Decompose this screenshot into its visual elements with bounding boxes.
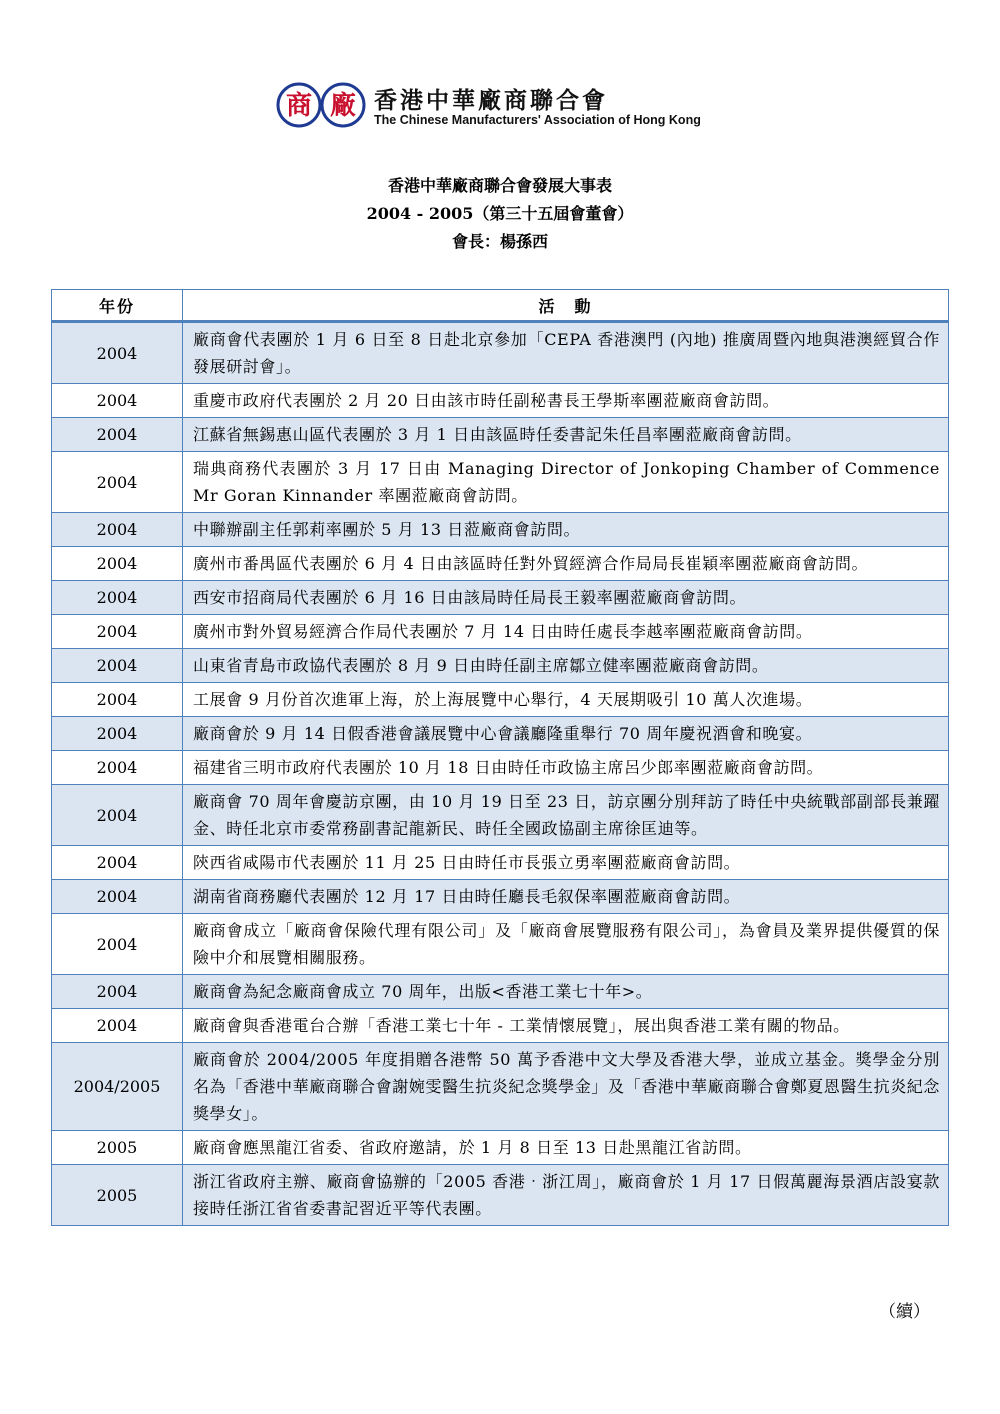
- row-activity: 廠商會代表團於 1 月 6 日至 8 日赴北京參加「CEPA 香港澳門 (內地) 推廣周暨內地與港澳經貿合作發展研討會」。: [183, 322, 949, 384]
- table-header-row: [52, 290, 949, 322]
- row-year: 2004/2005: [52, 1043, 183, 1131]
- row-activity: 廠商會於 9 月 14 日假香港會議展覽中心會議廳隆重舉行 70 周年慶祝酒會和晚宴。: [183, 717, 949, 751]
- table-row: [52, 547, 949, 581]
- table-row: [52, 1131, 949, 1165]
- continued-note: （續）: [879, 1302, 930, 1322]
- events-table: [51, 289, 949, 1226]
- row-activity: 廠商會與香港電台合辦「香港工業七十年 - 工業情懷展覽」，展出與香港工業有關的物品。: [183, 1009, 949, 1043]
- row-activity: 廣州市番禺區代表團於 6 月 4 日由該區時任對外貿經濟合作局局長崔穎率團蒞廠商會訪問。: [183, 547, 949, 581]
- row-year: 2004: [52, 547, 183, 581]
- table-row: [52, 1165, 949, 1226]
- row-activity: 廠商會應黑龍江省委、省政府邀請，於 1 月 8 日至 13 日赴黑龍江省訪問。: [183, 1131, 949, 1165]
- row-activity: 廣州市對外貿易經濟合作局代表團於 7 月 14 日由時任處長李越率團蒞廠商會訪問。: [183, 615, 949, 649]
- row-year: 2004: [52, 513, 183, 547]
- table-row: [52, 717, 949, 751]
- svg-text:商: 商: [285, 91, 313, 121]
- table-row: [52, 418, 949, 452]
- header-activity: 活 動: [183, 290, 949, 322]
- row-activity: 浙江省政府主辦、廠商會協辦的「2005 香港‧浙江周」，廠商會於 1 月 17 日假萬麗海景酒店設宴款接時任浙江省省委書記習近平等代表團。: [183, 1165, 949, 1226]
- table-row: [52, 880, 949, 914]
- row-activity: 重慶市政府代表團於 2 月 20 日由該市時任副秘書長王學斯率團蒞廠商會訪問。: [183, 384, 949, 418]
- row-year: 2004: [52, 880, 183, 914]
- row-year: 2004: [52, 581, 183, 615]
- row-year: 2004: [52, 683, 183, 717]
- table-row: [52, 452, 949, 513]
- row-activity: 福建省三明市政府代表團於 10 月 18 日由時任市政協主席呂少郎率團蒞廠商會訪問。: [183, 751, 949, 785]
- document-subtitle: 2004 - 2005（第三十五屆會董會）: [366, 204, 634, 223]
- row-activity: 山東省青島市政協代表團於 8 月 9 日由時任副主席鄒立健率團蒞廠商會訪問。: [183, 649, 949, 683]
- row-year: 2004: [52, 384, 183, 418]
- row-year: 2005: [52, 1165, 183, 1226]
- row-year: 2004: [52, 975, 183, 1009]
- row-activity: 湖南省商務廳代表團於 12 月 17 日由時任廳長毛叙保率團蒞廠商會訪問。: [183, 880, 949, 914]
- row-year: 2004: [52, 751, 183, 785]
- table-row: [52, 322, 949, 384]
- table-row: [52, 1009, 949, 1043]
- table-row: [52, 975, 949, 1009]
- row-year: 2004: [52, 615, 183, 649]
- cma-emblem-icon: [276, 82, 368, 128]
- row-activity: 陝西省咸陽市代表團於 11 月 25 日由時任市長張立勇率團蒞廠商會訪問。: [183, 846, 949, 880]
- table-row: [52, 649, 949, 683]
- row-year: 2004: [52, 452, 183, 513]
- row-activity: 江蘇省無錫惠山區代表團於 3 月 1 日由該區時任委書記朱任昌率團蒞廠商會訪問。: [183, 418, 949, 452]
- row-year: 2004: [52, 418, 183, 452]
- logo-name-chinese: 香港中華廠商聯合會: [374, 88, 608, 114]
- row-year: 2004: [52, 785, 183, 846]
- svg-text:廠: 廠: [329, 91, 357, 121]
- table-row: [52, 581, 949, 615]
- row-activity: 瑞典商務代表團於 3 月 17 日由 Managing Director of Jonkoping Chamber of Commence Mr Goran Kinnander 率團蒞廠商會訪問。: [183, 452, 949, 513]
- table-row: [52, 384, 949, 418]
- row-year: 2004: [52, 717, 183, 751]
- table-row: [52, 846, 949, 880]
- row-year: 2005: [52, 1131, 183, 1165]
- row-year: 2004: [52, 322, 183, 384]
- row-activity: 廠商會為紀念廠商會成立 70 周年，出版<香港工業七十年>。: [183, 975, 949, 1009]
- row-year: 2004: [52, 1009, 183, 1043]
- row-activity: 廠商會成立「廠商會保險代理有限公司」及「廠商會展覽服務有限公司」，為會員及業界提供優質的保險中介和展覽相關服務。: [183, 914, 949, 975]
- table-row: [52, 615, 949, 649]
- table-row: [52, 914, 949, 975]
- table-row: [52, 751, 949, 785]
- table-row: [52, 785, 949, 846]
- header-year: 年份: [52, 290, 183, 322]
- row-activity: 廠商會於 2004/2005 年度捐贈各港幣 50 萬予香港中文大學及香港大學，並成立基金。獎學金分別名為「香港中華廠商聯合會謝婉雯醫生抗炎紀念獎學金」及「香港中華廠商聯合會鄭夏恩醫生抗炎紀念獎學女」。: [183, 1043, 949, 1131]
- row-year: 2004: [52, 914, 183, 975]
- row-year: 2004: [52, 846, 183, 880]
- table-row: [52, 513, 949, 547]
- association-logo: [276, 80, 736, 134]
- row-activity: 工展會 9 月份首次進軍上海，於上海展覽中心舉行，4 天展期吸引 10 萬人次進場。: [183, 683, 949, 717]
- document-title: 香港中華廠商聯合會發展大事表: [387, 176, 612, 195]
- chairman-line: 會長：楊孫西: [451, 232, 548, 251]
- row-activity: 廠商會 70 周年會慶訪京團，由 10 月 19 日至 23 日，訪京團分別拜訪了時任中央統戰部副部長兼躍金、時任北京市委常務副書記龍新民、時任全國政協副主席徐匡迪等。: [183, 785, 949, 846]
- table-row: [52, 1043, 949, 1131]
- logo-name-english: The Chinese Manufacturers' Association of Hong Kong: [374, 113, 701, 127]
- row-activity: 西安市招商局代表團於 6 月 16 日由該局時任局長王毅率團蒞廠商會訪問。: [183, 581, 949, 615]
- document-header: [0, 172, 1000, 256]
- row-year: 2004: [52, 649, 183, 683]
- table-row: [52, 683, 949, 717]
- row-activity: 中聯辦副主任郭莉率團於 5 月 13 日蒞廠商會訪問。: [183, 513, 949, 547]
